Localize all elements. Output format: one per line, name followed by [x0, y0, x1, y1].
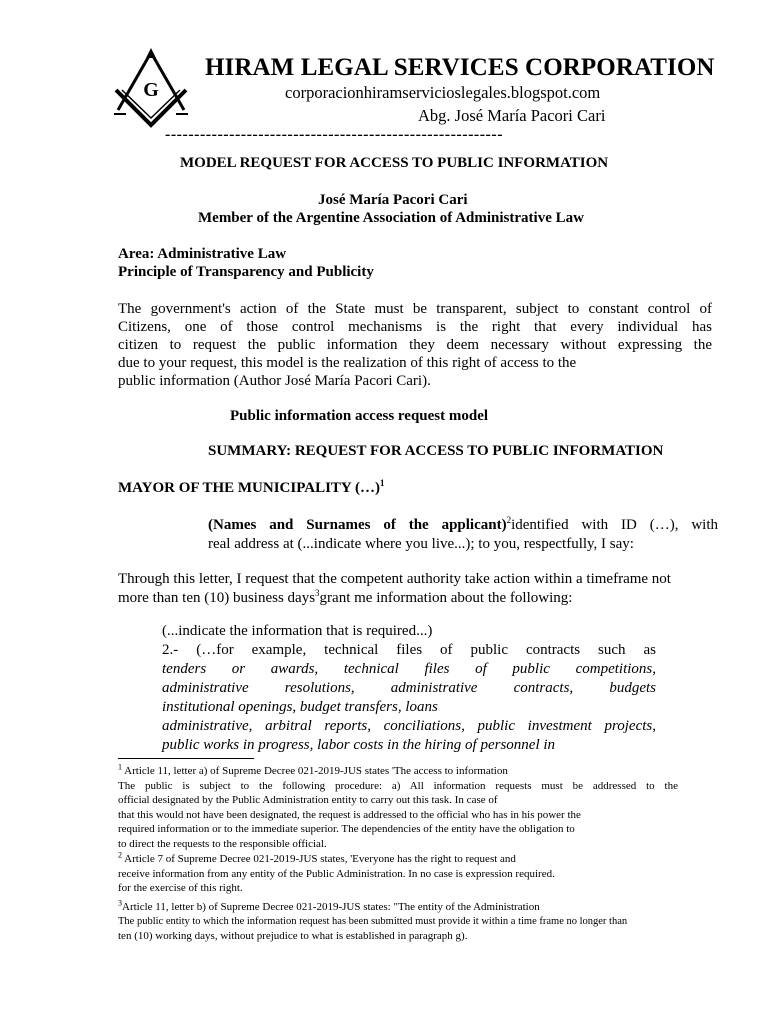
list-item: (...indicate the information that is required...)	[162, 623, 433, 639]
list-item: public works in progress, labor costs in the hiring of personnel in	[162, 737, 556, 753]
intro-line: The government's action of the State must be transparent, subject to constant control of	[118, 301, 712, 317]
author-membership: Member of the Argentine Association of Administrative Law	[198, 210, 584, 226]
footnote-line: for the exercise of this right.	[118, 882, 243, 895]
applicant-line	[208, 516, 718, 535]
applicant-placeholder: (Names and Surnames of the applicant)	[208, 517, 507, 533]
request-rest: grant me information about the following:	[319, 590, 573, 606]
footnote-line: required information or to the immediate superior. The dependencies of the entity have the obligation to	[118, 823, 575, 836]
summary-heading: SUMMARY: REQUEST FOR ACCESS TO PUBLIC INFORMATION	[208, 443, 664, 459]
header-separator: ----------------------------------------------------------	[165, 126, 504, 143]
footnote-number: 2	[118, 850, 122, 860]
footnote-line	[118, 764, 678, 779]
intro-paragraph	[118, 300, 712, 390]
list-item: administrative, arbitral reports, conciliations, public investment projects,	[162, 718, 656, 734]
list-item: tenders or awards, technical files of public competitions,	[162, 661, 656, 677]
footnote-ref: 3	[315, 588, 320, 598]
footnote-3	[118, 900, 678, 944]
request-line	[118, 589, 718, 608]
addressee	[118, 480, 384, 497]
footnote-number: 1	[118, 762, 122, 772]
request-paragraph	[118, 570, 718, 608]
list-item: 2.- (…for example, technical files of public contracts such as	[162, 642, 656, 658]
footnote-line: receive information from any entity of the Public Administration. In no case is expression required.	[118, 867, 555, 880]
request-timeframe: more than ten (10) business days	[118, 590, 316, 606]
requested-information-list	[162, 622, 656, 755]
applicant-id-text: identified with ID (…), with	[511, 517, 718, 533]
blog-address: corporacionhiramservicioslegales.blogspot.com	[285, 83, 601, 102]
list-item: administrative resolutions, administrative contracts, budgets	[162, 680, 656, 696]
footnote-line: that this would not have been designated, the request is addressed to the official who has in his power the	[118, 808, 581, 821]
footnote-separator	[118, 758, 254, 759]
model-heading: Public information access request model	[230, 408, 489, 424]
document-title: MODEL REQUEST FOR ACCESS TO PUBLIC INFORMATION	[180, 155, 609, 171]
footnote-number: 3	[118, 898, 122, 908]
applicant-paragraph	[208, 516, 718, 554]
footnote-line: official designated by the Public Administration entity to carry out this task. In case of	[118, 794, 498, 807]
footnote-line	[118, 852, 678, 867]
principle-label: Principle of Transparency and Publicity	[118, 264, 374, 280]
addressee-text: MAYOR OF THE MUNICIPALITY (…)	[118, 480, 380, 496]
request-line: Through this letter, I request that the competent authority take action within a timeframe not	[118, 571, 671, 587]
intro-line: due to your request, this model is the realization of this right of access to the	[118, 355, 577, 371]
footnote-line: The public entity to which the information request has been submitted must provide it within a time frame no longer than	[118, 915, 628, 927]
footnote-line: ten (10) working days, without prejudice to what is established in paragraph g).	[118, 930, 468, 943]
author-name: José María Pacori Cari	[318, 192, 468, 208]
corporation-name: HIRAM LEGAL SERVICES CORPORATION	[205, 54, 715, 81]
footnote-ref: 1	[379, 478, 385, 488]
intro-line: Citizens, one of those control mechanisms is the right that every individual has	[118, 319, 712, 335]
footnote-line: to direct the requests to the responsible official.	[118, 837, 327, 850]
applicant-address-line: real address at (...indicate where you live...); to you, respectfully, I say:	[208, 536, 634, 552]
intro-line: citizen to request the public information they deem necessary without expressing the	[118, 337, 712, 353]
footnote-text: Article 11, letter a) of Supreme Decree 021-2019-JUS states 'The access to information	[124, 765, 508, 777]
footnote-1	[118, 764, 678, 852]
footnote-text: Article 11, letter b) of Supreme Decree 021-2019-JUS states: "The entity of the Administration	[122, 901, 540, 913]
footnote-ref: 2	[506, 515, 512, 525]
footnote-2	[118, 852, 678, 896]
intro-line: public information (Author José María Pacori Cari).	[118, 373, 431, 389]
list-item-text: institutional openings, budget transfers, loans	[162, 699, 438, 715]
svg-text:G: G	[143, 79, 159, 101]
footnote-text: Article 7 of Supreme Decree 021-2019-JUS states, 'Everyone has the right to request and	[124, 853, 516, 865]
footnote-line: The public is subject to the following procedure: a) All information requests must be addressed to the	[118, 779, 678, 792]
area-label: Area: Administrative Law	[118, 246, 287, 262]
attorney-name: Abg. José María Pacori Cari	[418, 106, 606, 125]
masonic-square-compass-icon	[112, 46, 190, 128]
footnote-line	[118, 900, 678, 915]
list-item	[162, 698, 656, 717]
